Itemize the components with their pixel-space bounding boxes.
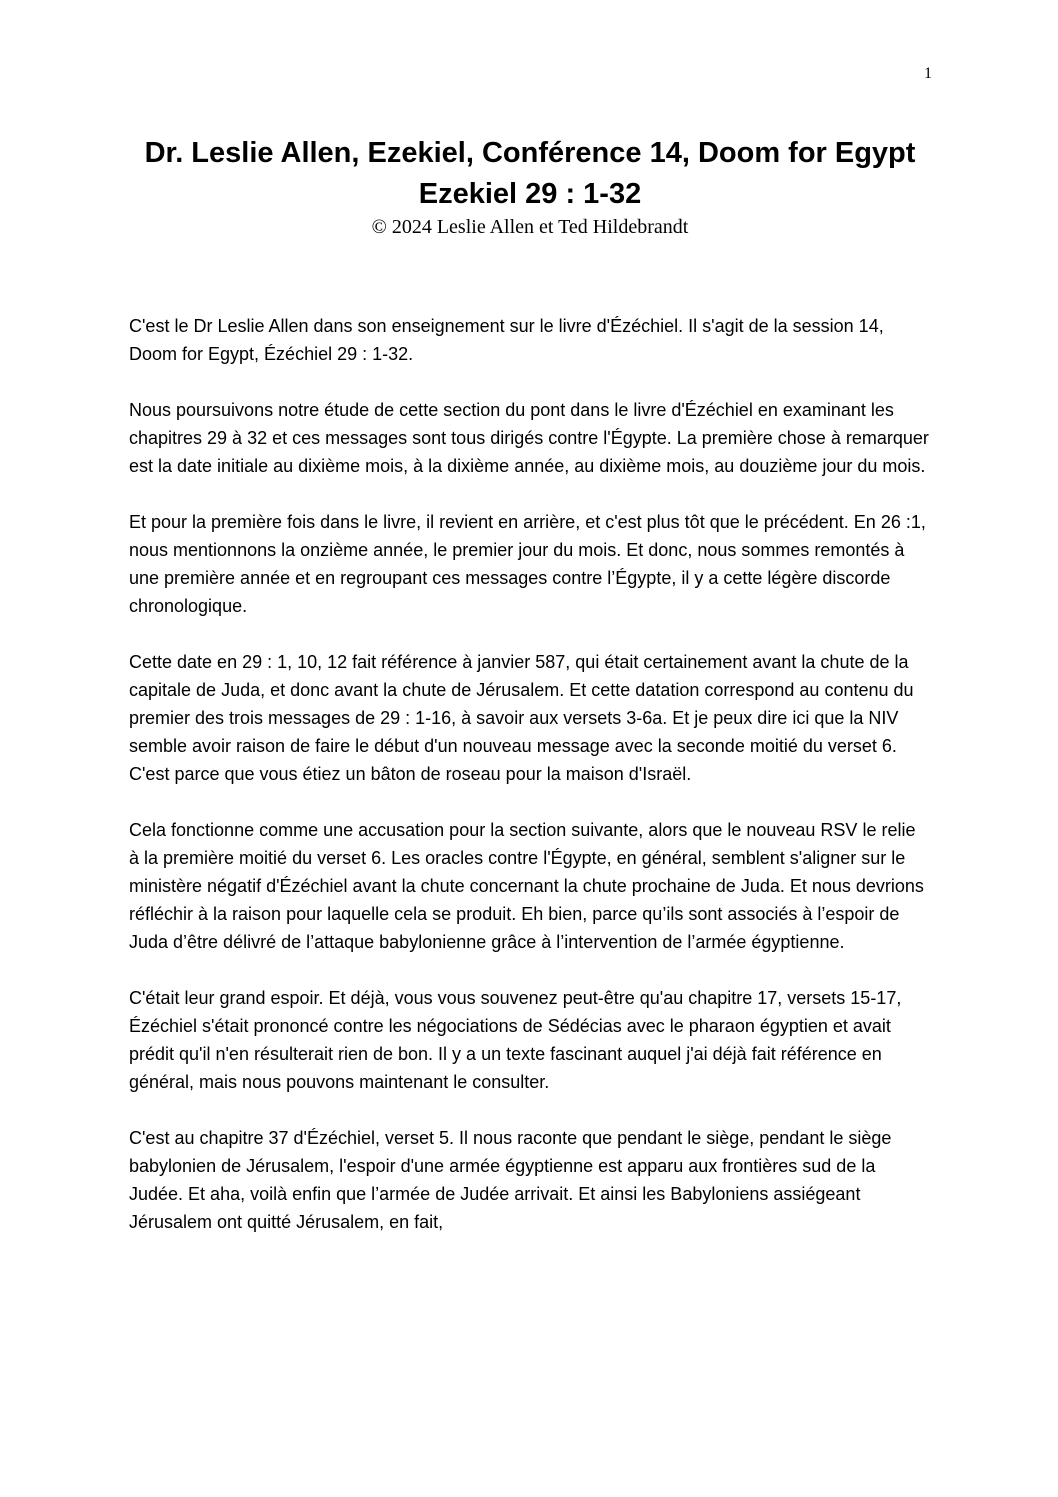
paragraph: Et pour la première fois dans le livre, il revient en arrière, et c'est plus tôt que le précédent. En 26 :1, nous mentionnons la onzième année, le premier jour du mois. Et donc, nous sommes remontés à une première année et en regroupant ces messages contre l’Égypte, il y a cette légère discorde chronologique. (129, 512, 926, 616)
paragraph: C'était leur grand espoir. Et déjà, vous vous souvenez peut-être qu'au chapitre 17, versets 15-17, Ézéchiel s'était prononcé contre les négociations de Sédécias avec le pharaon égyptien et avait prédit qu'il n'en résulterait rien de bon. Il y a un texte fascinant auquel j'ai déjà fait référence en général, mais nous pouvons maintenant le consulter. (129, 988, 902, 1092)
paragraph: Cela fonctionne comme une accusation pour la section suivante, alors que le nouveau RSV le relie à la première moitié du verset 6. Les oracles contre l'Égypte, en général, semblent s'aligner sur le ministère négatif d'Ézéchiel avant la chute concernant la chute prochaine de Juda. Et nous devrions réfléchir à la raison pour laquelle cela se produit. Eh bien, parce qu’ils sont associés à l’espoir de Juda d’être délivré de l’attaque babylonienne grâce à l’intervention de l’armée égyptienne. (129, 820, 924, 952)
paragraph: Nous poursuivons notre étude de cette section du pont dans le livre d'Ézéchiel en examinant les chapitres 29 à 32 et ces messages sont tous dirigés contre l'Égypte. La première chose à remarquer est la date initiale au dixième mois, à la dixième année, au dixième mois, au douzième jour du mois. (129, 400, 929, 476)
paragraph: C'est le Dr Leslie Allen dans son enseignement sur le livre d'Ézéchiel. Il s'agit de la session 14, Doom for Egypt, Ézéchiel 29 : 1-32. (129, 316, 884, 364)
document-body (129, 312, 929, 1264)
page-title: Dr. Leslie Allen, Ezekiel, Conférence 14, Doom for Egypt (144, 137, 916, 169)
page-subtitle: Ezekiel 29 : 1-32 (418, 178, 642, 210)
page-number: 1 (924, 65, 932, 82)
paragraph: Cette date en 29 : 1, 10, 12 fait référence à janvier 587, qui était certainement avant la chute de la capitale de Juda, et donc avant la chute de Jérusalem. Et cette datation correspond au contenu du premier des trois messages de 29 : 1-16, à savoir aux versets 3-6a. Et je peux dire ici que la NIV semble avoir raison de faire le début d'un nouveau message avec la seconde moitié du verset 6. C'est parce que vous étiez un bâton de roseau pour la maison d'Israël. (129, 652, 914, 784)
paragraph: C'est au chapitre 37 d'Ézéchiel, verset 5. Il nous raconte que pendant le siège, pendant le siège babylonien de Jérusalem, l'espoir d'une armée égyptienne est apparu aux frontières sud de la Judée. Et aha, voilà enfin que l’armée de Judée arrivait. Et ainsi les Babyloniens assiégeant Jérusalem ont quitté Jérusalem, en fait, (129, 1128, 892, 1232)
copyright-line: © 2024 Leslie Allen et Ted Hildebrandt (371, 216, 689, 238)
document-header (120, 133, 940, 239)
